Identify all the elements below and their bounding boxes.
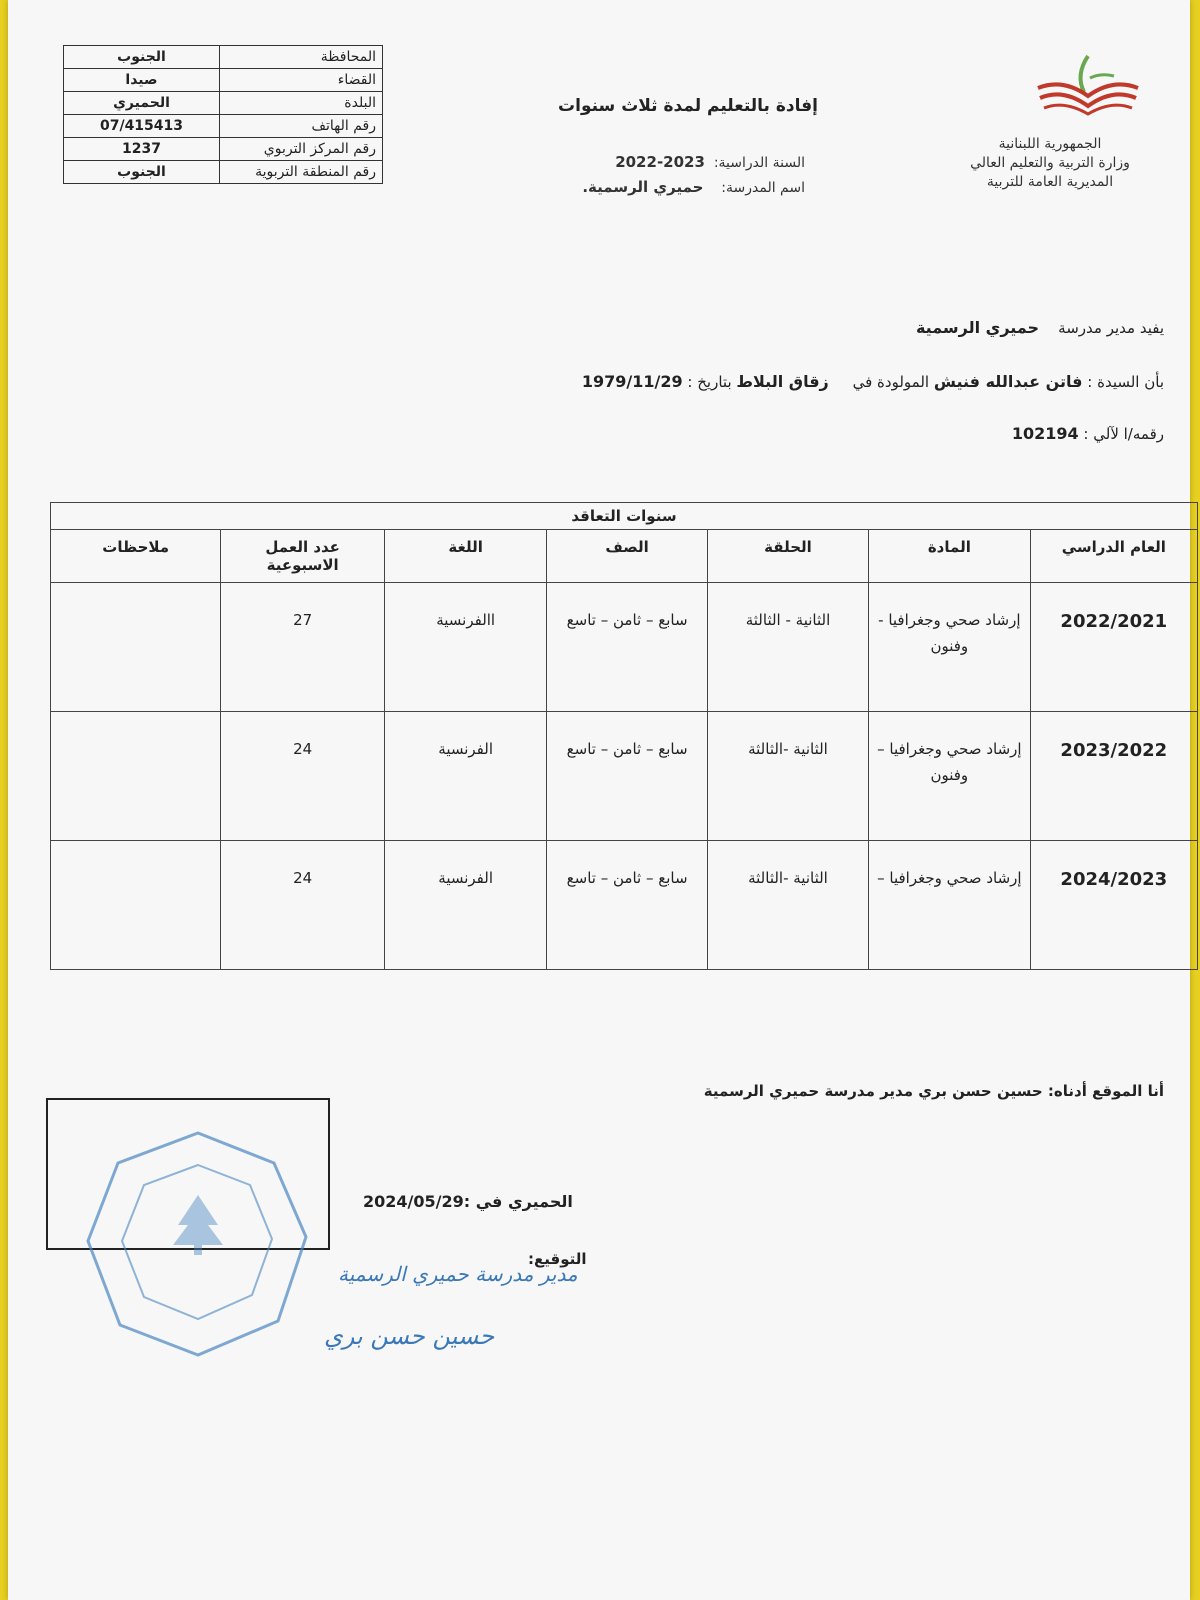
column-header: ملاحظات <box>51 530 221 583</box>
info-value: الحميري <box>64 92 220 115</box>
official-stamp <box>78 1125 318 1365</box>
cell-subject: إرشاد صحي وجغرافيا – وفنون <box>869 712 1031 841</box>
ministry-logo <box>1028 48 1148 128</box>
info-row <box>64 69 383 92</box>
info-row <box>64 46 383 69</box>
cell-cycle: الثانية -الثالثة <box>707 712 868 841</box>
person-name: فاتن عبدالله فنيش <box>933 372 1083 391</box>
ministry-header <box>940 135 1160 192</box>
registration-number: 102194 <box>1011 424 1079 443</box>
school-value: حميري الرسمية. <box>582 178 704 196</box>
cell-cycle: الثانية -الثالثة <box>707 841 868 970</box>
document-meta <box>582 150 805 200</box>
birth-place: زقاق البلاط <box>736 372 829 391</box>
logo-leaf <box>1090 75 1114 78</box>
school-name: حميري الرسمية <box>915 318 1040 337</box>
cell-notes <box>51 712 221 841</box>
info-value: صيدا <box>64 69 220 92</box>
document-page <box>8 0 1190 1600</box>
info-key: البلدة <box>220 92 383 115</box>
signature-label: التوقيع: <box>528 1250 587 1268</box>
info-value: 1237 <box>64 138 220 161</box>
column-header: اللغة <box>385 530 547 583</box>
logo-leaf <box>1081 56 1088 92</box>
handwritten-title: مدير مدرسة حميري الرسمية <box>338 1262 578 1286</box>
column-header: عدد العمل الاسبوعية <box>221 530 385 583</box>
body-line-3 <box>1012 424 1164 443</box>
cell-subject: إرشاد صحي وجغرافيا – <box>869 841 1031 970</box>
signatory-line: أنا الموقع أدناه: حسين حسن بري مدير مدرسة حميري الرسمية <box>703 1082 1164 1100</box>
date-line: الحميري في :2024/05/29 <box>363 1192 573 1211</box>
info-row <box>64 115 383 138</box>
ministry-line: وزارة التربية والتعليم العالي <box>970 155 1130 171</box>
cell-cycle: الثانية - الثالثة <box>707 583 868 712</box>
body-text: رقمه/ا لآلي : <box>1083 425 1164 443</box>
body-line-1 <box>916 318 1164 337</box>
document-title: إفادة بالتعليم لمدة ثلاث سنوات <box>558 96 818 116</box>
ministry-line: الجمهورية اللبنانية <box>998 136 1102 152</box>
cell-notes <box>51 583 221 712</box>
cell-class: سابع – ثامن – تاسع <box>547 712 708 841</box>
info-key: المحافظة <box>220 46 383 69</box>
cell-notes <box>51 841 221 970</box>
ministry-line: المديرية العامة للتربية <box>986 174 1114 190</box>
cell-language: الفرنسية <box>385 841 547 970</box>
body-text: يفيد مدير مدرسة <box>1058 319 1164 337</box>
table-caption: سنوات التعاقد <box>51 503 1198 530</box>
cell-language: االفرنسية <box>385 583 547 712</box>
year-value: 2023-2022 <box>615 153 705 171</box>
cell-subject: إرشاد صحي وجغرافيا - وفنون <box>869 583 1031 712</box>
year-label: السنة الدراسية: <box>713 155 805 171</box>
cell-hours: 24 <box>221 712 385 841</box>
cedar-icon <box>173 1195 223 1245</box>
cell-year: 2022/2021 <box>1030 583 1197 712</box>
birth-date: 1979/11/29 <box>581 372 683 391</box>
info-row <box>64 92 383 115</box>
handwritten-signature: حسين حسن بري <box>324 1322 495 1350</box>
cell-hours: 24 <box>221 841 385 970</box>
info-value: الجنوب <box>64 46 220 69</box>
body-text: بأن السيدة : <box>1087 373 1164 391</box>
info-row <box>64 138 383 161</box>
school-info-table <box>63 45 383 184</box>
column-header: الصف <box>547 530 708 583</box>
table-row <box>51 583 1198 712</box>
info-value: الجنوب <box>64 161 220 184</box>
cell-hours: 27 <box>221 583 385 712</box>
body-text: بتاريخ : <box>687 373 732 391</box>
contract-years-table <box>50 502 1198 970</box>
body-text: المولودة في <box>852 373 930 391</box>
column-header: الحلقة <box>707 530 868 583</box>
school-label: اسم المدرسة: <box>721 180 805 196</box>
info-value: 07/415413 <box>64 115 220 138</box>
cell-class: سابع – ثامن – تاسع <box>547 841 708 970</box>
table-row <box>51 841 1198 970</box>
cell-language: الفرنسية <box>385 712 547 841</box>
column-header: المادة <box>869 530 1031 583</box>
body-line-2 <box>582 372 1164 391</box>
table-row <box>51 712 1198 841</box>
info-key: رقم المركز التربوي <box>220 138 383 161</box>
info-key: رقم الهاتف <box>220 115 383 138</box>
cell-class: سابع – ثامن – تاسع <box>547 583 708 712</box>
info-key: رقم المنطقة التربوية <box>220 161 383 184</box>
info-row <box>64 161 383 184</box>
cell-year: 2023/2022 <box>1030 712 1197 841</box>
table-header-row <box>51 530 1198 583</box>
column-header: العام الدراسي <box>1030 530 1197 583</box>
info-key: القضاء <box>220 69 383 92</box>
cell-year: 2024/2023 <box>1030 841 1197 970</box>
